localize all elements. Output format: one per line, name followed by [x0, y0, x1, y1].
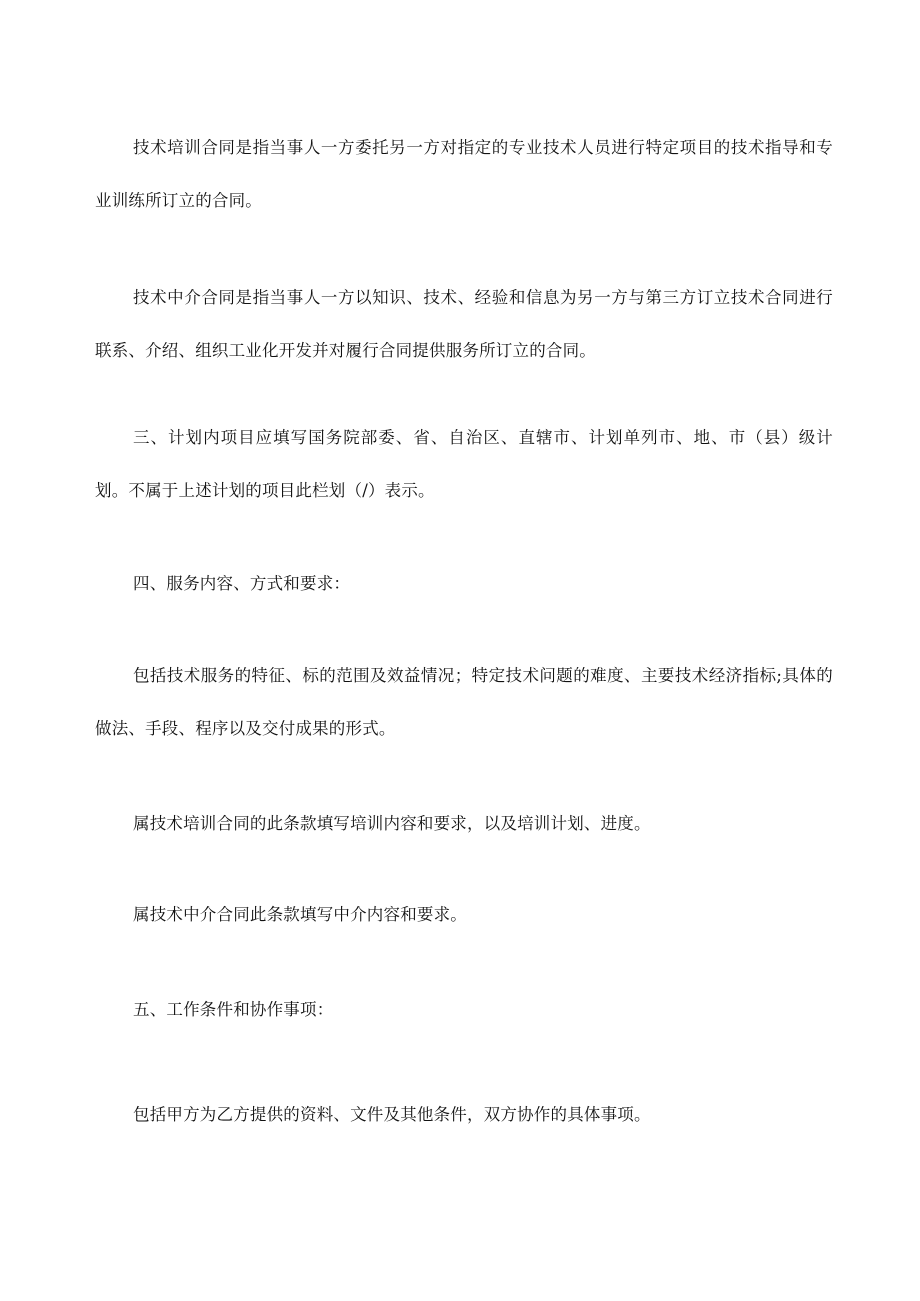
paragraph-technical-intermediary-contract: 技术中介合同是指当事人一方以知识、技术、经验和信息为另一方与第三方订立技术合同进行联系、介绍、组织工业化开发并对履行合同提供服务所订立的合同。 [95, 288, 833, 360]
paragraph-training-clause: 属技术培训合同的此条款填写培训内容和要求，以及培训计划、进度。 [133, 814, 651, 833]
paragraph-work-conditions: 包括甲方为乙方提供的资料、文件及其他条件，双方协作的具体事项。 [133, 1105, 651, 1124]
paragraph-technical-training-contract: 技术培训合同是指当事人一方委托另一方对指定的专业技术人员进行特定项目的技术指导和专业训练所订立的合同。 [95, 138, 833, 210]
heading-section-five: 五、工作条件和协作事项： [133, 1000, 334, 1019]
paragraph-section-three-plan: 三、计划内项目应填写国务院部委、省、自治区、直辖市、计划单列市、地、市（县）级计划。不属于上述计划的项目此栏划（/）表示。 [95, 428, 833, 500]
paragraph-service-content: 包括技术服务的特征、标的范围及效益情况；特定技术问题的难度、主要技术经济指标;具体的做法、手段、程序以及交付成果的形式。 [95, 666, 833, 738]
paragraph-intermediary-clause: 属技术中介合同此条款填写中介内容和要求。 [133, 905, 467, 924]
heading-section-four: 四、服务内容、方式和要求： [133, 574, 351, 593]
